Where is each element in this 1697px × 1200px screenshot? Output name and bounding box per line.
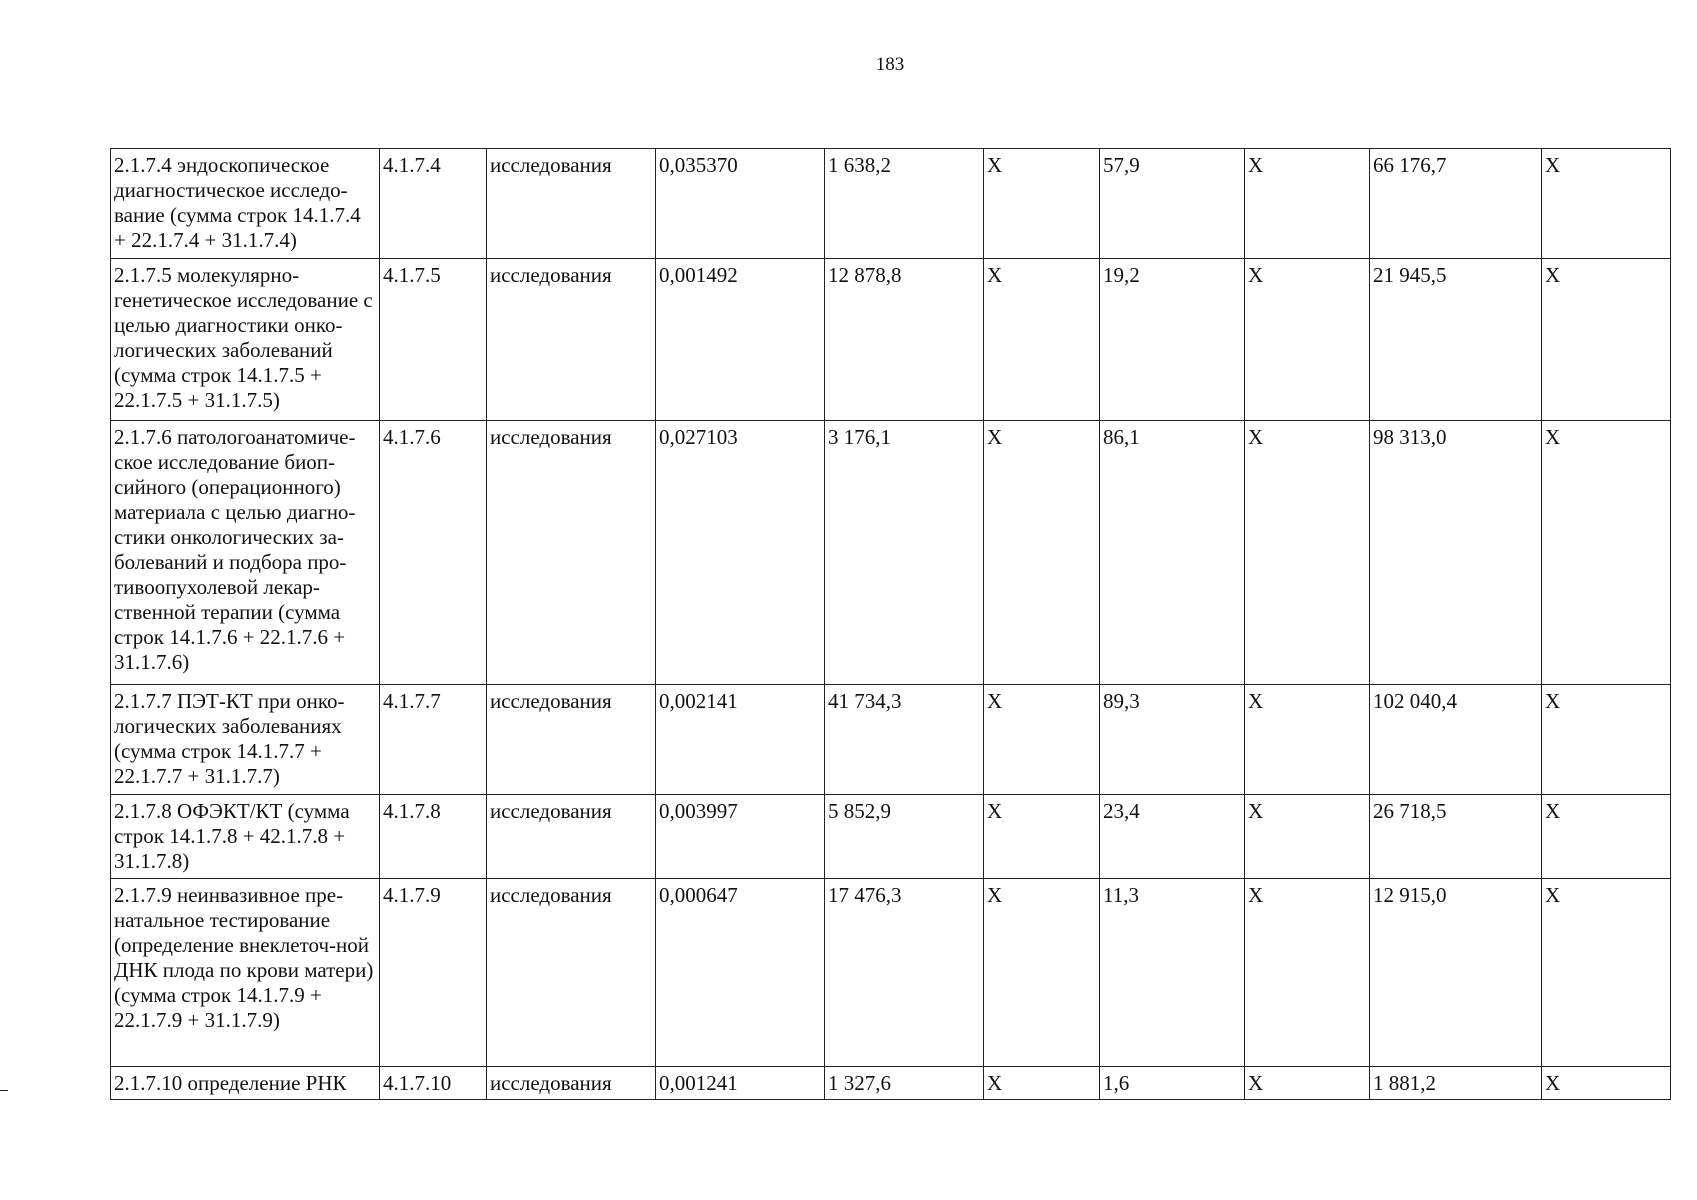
row-col6: X (984, 795, 1100, 879)
row-col6: X (984, 1067, 1100, 1100)
row-per-capita: 19,2 (1100, 259, 1245, 421)
data-table (110, 148, 1671, 1100)
row-col8: X (1245, 879, 1370, 1067)
row-total: 98 313,0 (1370, 421, 1542, 685)
row-line-number: 4.1.7.7 (380, 685, 487, 795)
row-total: 12 915,0 (1370, 879, 1542, 1067)
row-name: 2.1.7.10 определение РНК (111, 1067, 380, 1100)
row-name: 2.1.7.9 неинвазивное пре-натальное тестирование (определение внеклеточ-ной ДНК плода по крови матери)(сумма строк 14.1.7.9 + 22.1.7.9 + 31.1.7.9) (111, 879, 380, 1067)
row-per-capita: 86,1 (1100, 421, 1245, 685)
row-total: 26 718,5 (1370, 795, 1542, 879)
table-row (111, 879, 1671, 1067)
table-row (111, 259, 1671, 421)
row-col10: X (1542, 421, 1671, 685)
row-norm: 0,002141 (656, 685, 825, 795)
row-col10: X (1542, 149, 1671, 259)
row-name: 2.1.7.6 патологоанатомиче-ское исследование биоп-сийного (операционного) материала с целью диагно-стики онкологических за-болеваний и подбора про-тивоопухолевой лекар-ственной терапии (сумма строк 14.1.7.6 + 22.1.7.6 + 31.1.7.6) (111, 421, 380, 685)
row-line-number: 4.1.7.4 (380, 149, 487, 259)
row-cost: 1 327,6 (825, 1067, 984, 1100)
row-name: 2.1.7.8 ОФЭКТ/КТ (сумма строк 14.1.7.8 + 42.1.7.8 + 31.1.7.8) (111, 795, 380, 879)
row-col6: X (984, 149, 1100, 259)
page-number: 183 (875, 54, 905, 75)
row-norm: 0,000647 (656, 879, 825, 1067)
row-unit: исследования (487, 685, 656, 795)
margin-mark (0, 1090, 8, 1091)
row-line-number: 4.1.7.10 (380, 1067, 487, 1100)
row-norm: 0,001241 (656, 1067, 825, 1100)
row-col8: X (1245, 685, 1370, 795)
row-name: 2.1.7.4 эндоскопическое диагностическое исследо-вание (сумма строк 14.1.7.4 + 22.1.7.4 + 31.1.7.4) (111, 149, 380, 259)
row-cost: 12 878,8 (825, 259, 984, 421)
row-total: 66 176,7 (1370, 149, 1542, 259)
row-per-capita: 1,6 (1100, 1067, 1245, 1100)
row-col10: X (1542, 879, 1671, 1067)
row-col8: X (1245, 1067, 1370, 1100)
table-row (111, 1067, 1671, 1100)
row-name: 2.1.7.7 ПЭТ-КТ при онко-логических заболеваниях (сумма строк 14.1.7.7 + 22.1.7.7 + 31.1.7.7) (111, 685, 380, 795)
row-cost: 1 638,2 (825, 149, 984, 259)
table-row (111, 421, 1671, 685)
row-per-capita: 11,3 (1100, 879, 1245, 1067)
row-cost: 5 852,9 (825, 795, 984, 879)
row-total: 1 881,2 (1370, 1067, 1542, 1100)
row-unit: исследования (487, 149, 656, 259)
row-cost: 41 734,3 (825, 685, 984, 795)
row-total: 102 040,4 (1370, 685, 1542, 795)
row-line-number: 4.1.7.8 (380, 795, 487, 879)
row-col6: X (984, 879, 1100, 1067)
row-col10: X (1542, 1067, 1671, 1100)
row-unit: исследования (487, 1067, 656, 1100)
row-col8: X (1245, 259, 1370, 421)
row-unit: исследования (487, 795, 656, 879)
row-line-number: 4.1.7.5 (380, 259, 487, 421)
row-name: 2.1.7.5 молекулярно-генетическое исследование с целью диагностики онко-логических заболеваний (сумма строк 14.1.7.5 + 22.1.7.5 + 31.1.7.5) (111, 259, 380, 421)
row-col8: X (1245, 421, 1370, 685)
table-row (111, 795, 1671, 879)
row-col8: X (1245, 149, 1370, 259)
row-per-capita: 57,9 (1100, 149, 1245, 259)
row-col10: X (1542, 685, 1671, 795)
row-per-capita: 23,4 (1100, 795, 1245, 879)
row-line-number: 4.1.7.9 (380, 879, 487, 1067)
row-col10: X (1542, 795, 1671, 879)
row-per-capita: 89,3 (1100, 685, 1245, 795)
row-cost: 17 476,3 (825, 879, 984, 1067)
row-col8: X (1245, 795, 1370, 879)
row-unit: исследования (487, 421, 656, 685)
row-norm: 0,003997 (656, 795, 825, 879)
row-col6: X (984, 259, 1100, 421)
row-norm: 0,027103 (656, 421, 825, 685)
row-cost: 3 176,1 (825, 421, 984, 685)
row-unit: исследования (487, 259, 656, 421)
row-norm: 0,001492 (656, 259, 825, 421)
row-col6: X (984, 685, 1100, 795)
row-total: 21 945,5 (1370, 259, 1542, 421)
row-line-number: 4.1.7.6 (380, 421, 487, 685)
row-norm: 0,035370 (656, 149, 825, 259)
row-col6: X (984, 421, 1100, 685)
table-row (111, 685, 1671, 795)
table-row (111, 149, 1671, 259)
row-unit: исследования (487, 879, 656, 1067)
row-col10: X (1542, 259, 1671, 421)
